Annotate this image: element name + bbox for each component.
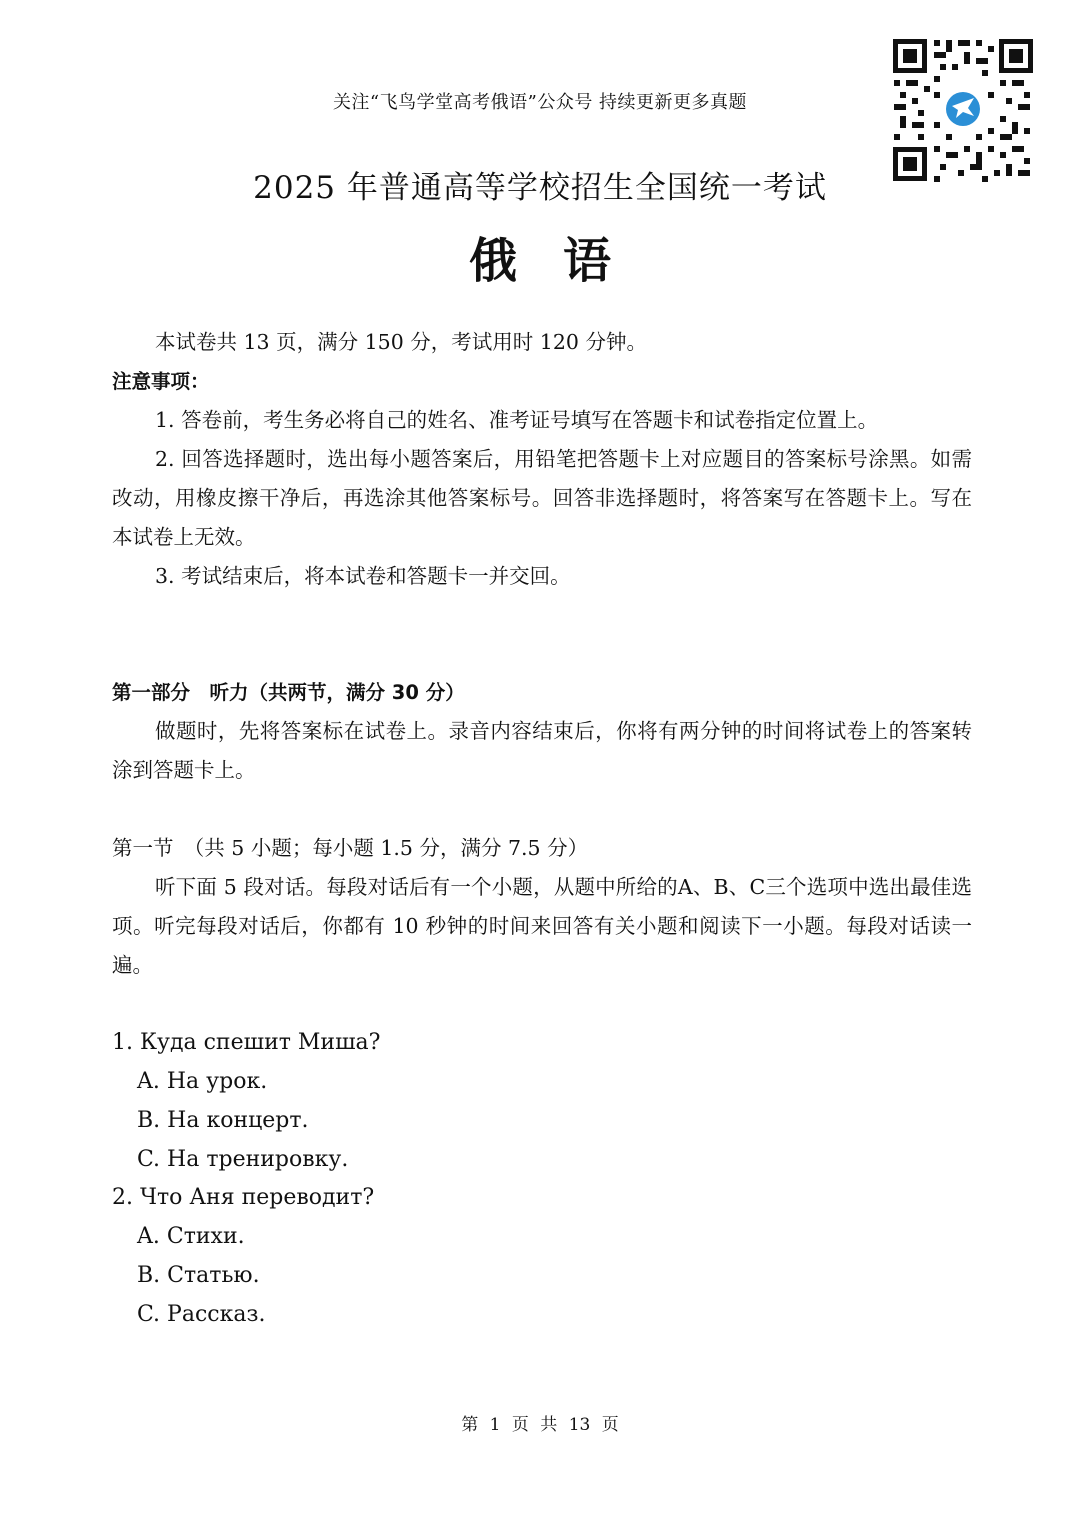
question-2-option-b: B. Статью. <box>137 1263 260 1288</box>
exam-title: 2025 年普通高等学校招生全国统一考试 <box>253 170 827 206</box>
subject-title: 俄语 <box>468 233 657 289</box>
question-1-option-c: C. На тренировку. <box>137 1147 349 1172</box>
question-1-option-b: B. На концерт. <box>137 1108 309 1133</box>
page-number: 第 1 页 共 13 页 <box>461 1415 619 1435</box>
section1-heading: 第一节 （共 5 小题；每小题 1.5 分，满分 7.5 分） <box>112 836 589 860</box>
notice-heading: 注意事项： <box>112 370 210 393</box>
question-1-prompt: 1. Куда спешит Миша? <box>112 1030 381 1055</box>
part1-instructions: 做题时，先将答案标在试卷上。录音内容结束后，你将有两分钟的时间将试卷上的答案转涂到答题卡上。 <box>112 719 972 782</box>
exam-summary: 本试卷共 13 页，满分 150 分，考试用时 120 分钟。 <box>155 330 647 354</box>
question-2-option-c: C. Рассказ. <box>137 1302 266 1327</box>
question-2-option-a: A. Стихи. <box>137 1224 245 1249</box>
section1-instructions: 听下面 5 段对话。每段对话后有一个小题，从题中所给的A、B、C三个选项中选出最佳选项。听完每段对话后，你都有 10 秒钟的时间来回答有关小题和阅读下一小题。每段对话读一遍。 <box>112 875 972 977</box>
notice-item-1: 1. 答卷前，考生务必将自己的姓名、准考证号填写在答题卡和试卷指定位置上。 <box>155 408 879 432</box>
question-1-option-a: A. На урок. <box>137 1069 268 1094</box>
question-2-prompt: 2. Что Аня переводит? <box>112 1185 375 1210</box>
notice-item-2: 2. 回答选择题时，选出每小题答案后，用铅笔把答题卡上对应题目的答案标号涂黑。如需改动，用橡皮擦干净后，再选涂其他答案标号。回答非选择题时，将答案写在答题卡上。写在本试卷上无效。 <box>112 447 972 549</box>
part1-heading: 第一部分 听力（共两节，满分 30 分） <box>112 681 465 704</box>
notice-item-3: 3. 考试结束后，将本试卷和答题卡一并交回。 <box>155 564 571 588</box>
promo-note: 关注“飞鸟学堂高考俄语”公众号 持续更新更多真题 <box>332 92 748 113</box>
